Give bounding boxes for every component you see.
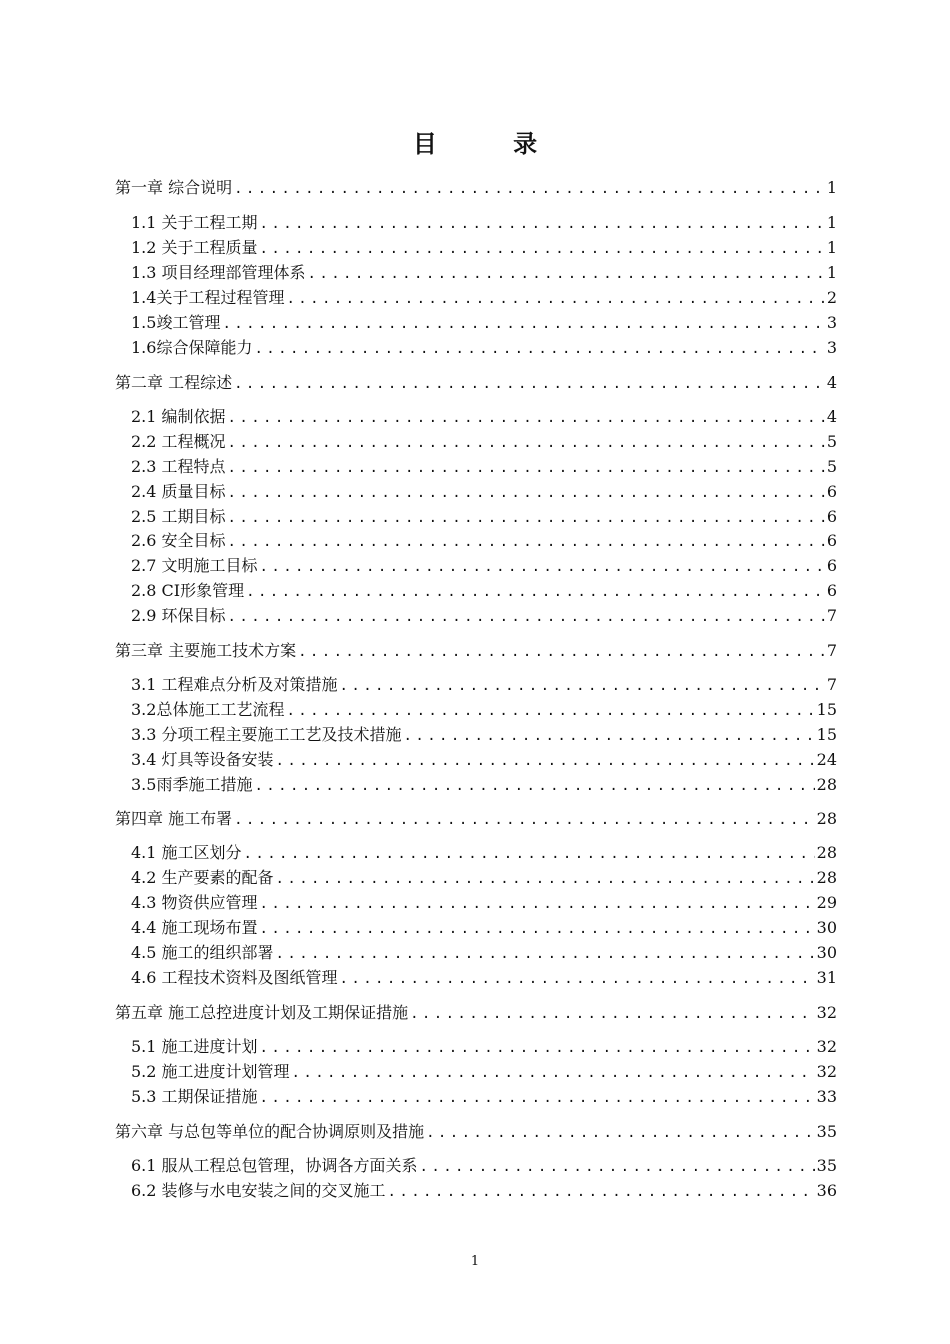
dot-leader (276, 751, 815, 771)
toc-entry-label: 第一章 综合说明 (115, 178, 233, 197)
dot-leader (254, 776, 814, 796)
dot-leader (234, 179, 825, 199)
toc-entry-page: 4 (826, 373, 837, 392)
toc-entry-page: 3 (826, 313, 837, 332)
toc-entry-label: 第三章 主要施工技术方案 (115, 641, 297, 660)
toc-entry-label: 3.2总体施工工艺流程 (131, 700, 285, 719)
dot-leader (388, 1182, 815, 1202)
toc-entry-page: 1 (826, 178, 837, 197)
dot-leader (260, 239, 825, 259)
dot-leader (228, 458, 825, 478)
dot-leader (276, 869, 815, 889)
toc-entry-page: 6 (826, 581, 837, 600)
toc-entry-page: 28 (816, 868, 837, 887)
toc-entry-label: 第六章 与总包等单位的配合协调原则及措施 (115, 1122, 425, 1141)
toc-section-entry (131, 338, 837, 359)
toc-entry-label: 1.3 项目经理部管理体系 (131, 263, 306, 282)
toc-section-entry (131, 238, 837, 259)
toc-entry-label: 4.6 工程技术资料及图纸管理 (131, 968, 338, 987)
toc-entry-page: 15 (816, 700, 837, 719)
toc-section-entry (131, 1062, 837, 1083)
toc-entry-label: 1.6综合保障能力 (131, 338, 253, 357)
dot-leader (228, 607, 825, 627)
dot-leader (260, 1038, 815, 1058)
toc-entry-page: 7 (826, 641, 837, 660)
toc-section-entry (131, 556, 837, 577)
dot-leader (260, 214, 825, 234)
toc-chapter-entry (115, 641, 837, 662)
toc-entry-page: 33 (816, 1087, 837, 1106)
toc-entry-label: 2.6 安全目标 (131, 531, 226, 550)
toc-entry-page: 28 (816, 809, 837, 828)
toc-entry-page: 6 (826, 531, 837, 550)
dot-leader (426, 1123, 815, 1143)
dot-leader (222, 314, 824, 334)
toc-section-entry (131, 1156, 837, 1177)
toc-section-entry (131, 288, 837, 309)
toc-entry-page: 6 (826, 507, 837, 526)
dot-leader (234, 374, 825, 394)
toc-section-entry (131, 606, 837, 627)
dot-leader (228, 532, 825, 552)
toc-entry-page: 35 (816, 1156, 837, 1175)
dot-leader (420, 1157, 815, 1177)
toc-chapter-entry (115, 1003, 837, 1024)
toc-section-entry (131, 1037, 837, 1058)
dot-leader (404, 726, 815, 746)
toc-section-entry (131, 213, 837, 234)
dot-leader (246, 582, 825, 602)
toc-entry-page: 36 (816, 1181, 837, 1200)
toc-section-entry (131, 843, 837, 864)
toc-entry-page: 28 (816, 843, 837, 862)
toc-entry-label: 2.1 编制依据 (131, 407, 226, 426)
toc-entry-label: 2.7 文明施工目标 (131, 556, 258, 575)
toc-entry-label: 2.4 质量目标 (131, 482, 226, 501)
toc-entry-page: 1 (826, 213, 837, 232)
dot-leader (308, 264, 825, 284)
dot-leader (228, 508, 825, 528)
toc-section-entry (131, 1087, 837, 1108)
toc-chapter-entry (115, 809, 837, 830)
toc-entry-label: 1.4关于工程过程管理 (131, 288, 285, 307)
toc-section-entry (131, 968, 837, 989)
toc-section-entry (131, 1181, 837, 1202)
dot-leader (244, 844, 815, 864)
dot-leader (286, 289, 824, 309)
dot-leader (254, 339, 824, 359)
dot-leader (298, 642, 825, 662)
toc-section-entry (131, 725, 837, 746)
toc-entry-label: 4.2 生产要素的配备 (131, 868, 274, 887)
dot-leader (228, 408, 825, 428)
toc-entry-label: 4.1 施工区划分 (131, 843, 242, 862)
toc-section-entry (131, 775, 837, 796)
toc-entry-label: 1.5竣工管理 (131, 313, 221, 332)
toc-section-entry (131, 893, 837, 914)
toc-section-entry (131, 263, 837, 284)
toc-section-entry (131, 943, 837, 964)
toc-entry-label: 6.1 服从工程总包管理，协调各方面关系 (131, 1156, 418, 1175)
toc-entry-label: 2.9 环保目标 (131, 606, 226, 625)
toc-entry-page: 1 (826, 263, 837, 282)
toc-section-entry (131, 531, 837, 552)
toc-chapter-entry (115, 373, 837, 394)
toc-entry-page: 30 (816, 918, 837, 937)
toc-chapter-entry (115, 1122, 837, 1143)
toc-entry-label: 3.1 工程难点分析及对策措施 (131, 675, 338, 694)
toc-entry-label: 1.1 关于工程工期 (131, 213, 258, 232)
toc-entry-label: 2.8 CI形象管理 (131, 581, 245, 600)
toc-entry-page: 30 (816, 943, 837, 962)
toc-entry-page: 7 (826, 606, 837, 625)
dot-leader (260, 1088, 815, 1108)
dot-leader (410, 1004, 815, 1024)
toc-entry-page: 35 (816, 1122, 837, 1141)
toc-entry-label: 2.5 工期目标 (131, 507, 226, 526)
toc-entry-label: 3.5雨季施工措施 (131, 775, 253, 794)
toc-entry-page: 4 (826, 407, 837, 426)
toc-entry-label: 第二章 工程综述 (115, 373, 233, 392)
toc-section-entry (131, 918, 837, 939)
toc-entry-label: 4.5 施工的组织部署 (131, 943, 274, 962)
toc-entry-label: 2.3 工程特点 (131, 457, 226, 476)
toc-section-entry (131, 432, 837, 453)
toc-section-entry (131, 675, 837, 696)
toc-entry-label: 第五章 施工总控进度计划及工期保证措施 (115, 1003, 409, 1022)
toc-section-entry (131, 313, 837, 334)
toc-entry-page: 6 (826, 482, 837, 501)
dot-leader (228, 433, 825, 453)
toc-entry-label: 5.2 施工进度计划管理 (131, 1062, 290, 1081)
toc-section-entry (131, 407, 837, 428)
toc-chapter-entry (115, 178, 837, 199)
toc-entry-page: 5 (826, 457, 837, 476)
toc-entry-page: 5 (826, 432, 837, 451)
dot-leader (234, 810, 815, 830)
toc-entry-label: 2.2 工程概况 (131, 432, 226, 451)
toc-entry-page: 29 (816, 893, 837, 912)
dot-leader (260, 557, 825, 577)
toc-entry-page: 32 (816, 1003, 837, 1022)
dot-leader (276, 944, 815, 964)
toc-section-entry (131, 507, 837, 528)
toc-section-entry (131, 700, 837, 721)
toc-entry-label: 3.4 灯具等设备安装 (131, 750, 274, 769)
toc-section-entry (131, 581, 837, 602)
toc-entry-page: 32 (816, 1062, 837, 1081)
toc-entry-label: 3.3 分项工程主要施工工艺及技术措施 (131, 725, 402, 744)
page-number: 1 (470, 1254, 480, 1269)
toc-entry-label: 4.3 物资供应管理 (131, 893, 258, 912)
toc-entry-label: 5.3 工期保证措施 (131, 1087, 258, 1106)
toc-entry-label: 第四章 施工布署 (115, 809, 233, 828)
toc-entry-page: 6 (826, 556, 837, 575)
toc-entry-page: 3 (826, 338, 837, 357)
toc-entry-page: 7 (826, 675, 837, 694)
page-title: 目 录 (412, 130, 572, 158)
toc-section-entry (131, 457, 837, 478)
toc-entry-label: 1.2 关于工程质量 (131, 238, 258, 257)
toc-entry-page: 28 (816, 775, 837, 794)
dot-leader (340, 676, 825, 696)
toc-entry-page: 15 (816, 725, 837, 744)
dot-leader (292, 1063, 815, 1083)
toc-section-entry (131, 868, 837, 889)
toc-entry-label: 6.2 装修与水电安装之间的交叉施工 (131, 1181, 386, 1200)
toc-entry-page: 31 (816, 968, 837, 987)
toc-section-entry (131, 750, 837, 771)
dot-leader (260, 894, 815, 914)
toc-entry-label: 4.4 施工现场布置 (131, 918, 258, 937)
dot-leader (286, 701, 814, 721)
dot-leader (260, 919, 815, 939)
toc-entry-label: 5.1 施工进度计划 (131, 1037, 258, 1056)
toc-entry-page: 2 (826, 288, 837, 307)
dot-leader (228, 483, 825, 503)
toc-entry-page: 32 (816, 1037, 837, 1056)
dot-leader (340, 969, 815, 989)
toc-entry-page: 1 (826, 238, 837, 257)
toc-entry-page: 24 (816, 750, 837, 769)
toc-section-entry (131, 482, 837, 503)
